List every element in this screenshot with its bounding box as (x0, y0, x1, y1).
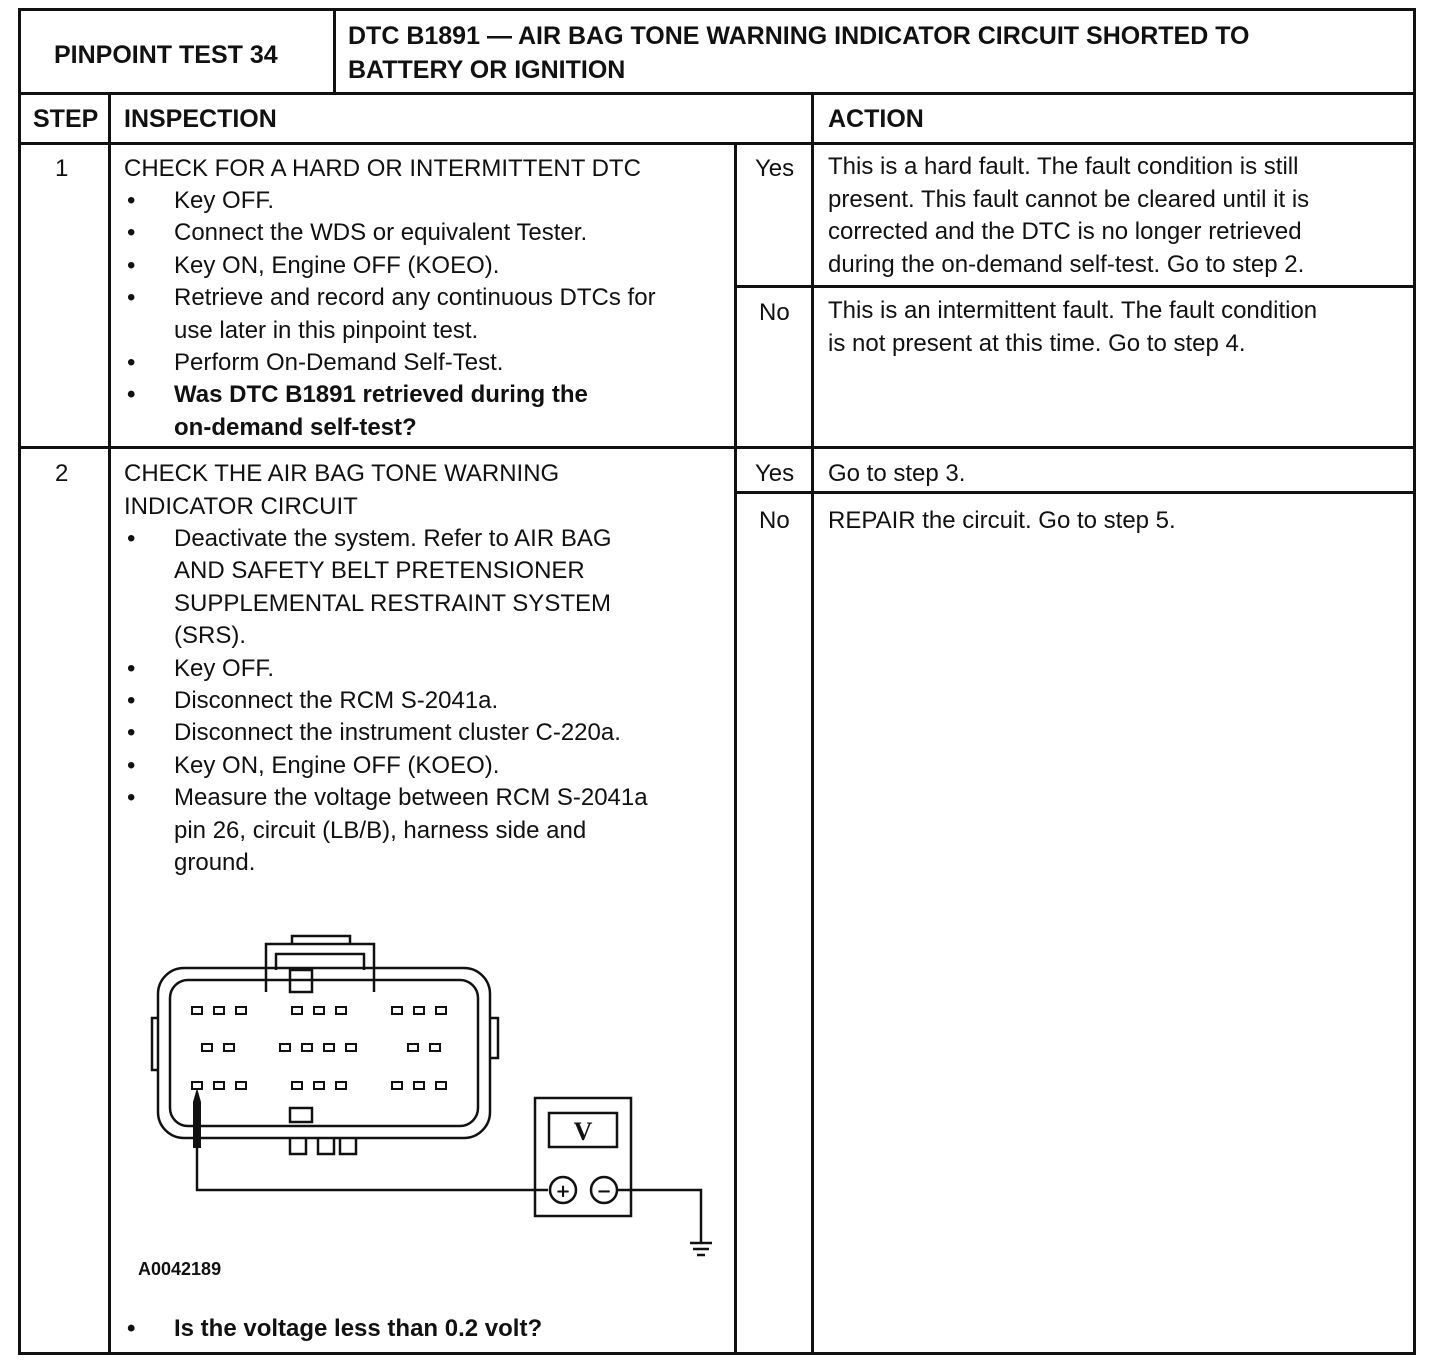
header-bottom-rule (18, 92, 1416, 95)
header-divider-vertical (333, 8, 336, 95)
step-2-number: 2 (55, 460, 69, 487)
figure-id: A0042189 (138, 1259, 222, 1279)
step-1-bullet: • Key OFF. (124, 185, 656, 217)
step-2-bullet: • Disconnect the instrument cluster C-220a. (124, 717, 648, 749)
step-1-result-divider (734, 285, 1416, 288)
pinpoint-test-label: PINPOINT TEST 34 (54, 41, 278, 69)
step-2-question-list (124, 1313, 542, 1345)
connector-voltmeter-figure (140, 930, 730, 1260)
step-2-bullet: • Measure the voltage between RCM S-2041a pin 26, circuit (LB/B), harness side and ground. (124, 782, 648, 879)
dtc-title-line-1: DTC B1891 — AIR BAG TONE WARNING INDICATOR CIRCUIT SHORTED TO (348, 22, 1250, 50)
step-1-number: 1 (55, 155, 69, 182)
step-2-bullet: • Key OFF. (124, 653, 648, 685)
step-2-title: CHECK THE AIR BAG TONE WARNING INDICATOR CIRCUIT (124, 460, 560, 520)
step-column-divider (108, 92, 111, 1355)
meter-voltage-symbol: V (573, 1117, 593, 1146)
step-1-bullet: • Retrieve and record any continuous DTCs for use later in this pinpoint test. (124, 282, 656, 347)
step-2-bullet: • Deactivate the system. Refer to AIR BAG AND SAFETY BELT PRETENSIONER SUPPLEMENTAL RESTRAINT SYSTEM (SRS). (124, 523, 648, 653)
step-1-bullet: • Key ON, Engine OFF (KOEO). (124, 250, 656, 282)
step-1-no-label: No (759, 299, 790, 326)
step-1-bullet-list (124, 185, 656, 444)
step-2-result-divider (734, 491, 1416, 494)
action-column-divider (811, 92, 814, 1355)
step-2-no-label: No (759, 507, 790, 534)
step-1-no-action: This is an intermittent fault. The fault condition is not present at this time. Go to step 4. (828, 297, 1318, 357)
step-1-bullet: • Perform On-Demand Self-Test. (124, 347, 656, 379)
step-2-question: • Is the voltage less than 0.2 volt? (124, 1313, 542, 1345)
step-1-yes-action: This is a hard fault. The fault condition is still present. This fault cannot be cleared until it is corrected and the DTC is no longer retrieved during the on-demand self-test. Go to step 2. (828, 153, 1310, 278)
step-1-question: • Was DTC B1891 retrieved during the on-demand self-test? (124, 379, 656, 444)
step-2-yes-action: Go to step 3. (828, 460, 966, 487)
meter-minus-terminal: − (596, 1181, 612, 1202)
step-1-title: CHECK FOR A HARD OR INTERMITTENT DTC (124, 155, 641, 182)
column-header-bottom-rule (18, 142, 1416, 145)
step-1-bullet: • Connect the WDS or equivalent Tester. (124, 217, 656, 249)
step-2-no-action: REPAIR the circuit. Go to step 5. (828, 507, 1176, 534)
step-2-bullet-list (124, 523, 648, 879)
column-header-inspection: INSPECTION (124, 105, 277, 133)
dtc-title-line-2: BATTERY OR IGNITION (348, 56, 626, 84)
step-2-bullet: • Key ON, Engine OFF (KOEO). (124, 750, 648, 782)
answer-column-divider (734, 142, 737, 1355)
column-header-action: ACTION (828, 105, 924, 133)
step-1-yes-label: Yes (755, 155, 795, 182)
step-2-yes-label: Yes (755, 460, 795, 487)
step-2-bullet: • Disconnect the RCM S-2041a. (124, 685, 648, 717)
meter-plus-terminal: + (555, 1181, 571, 1202)
column-header-step: STEP (33, 105, 99, 133)
step-1-bottom-rule (18, 446, 1416, 449)
